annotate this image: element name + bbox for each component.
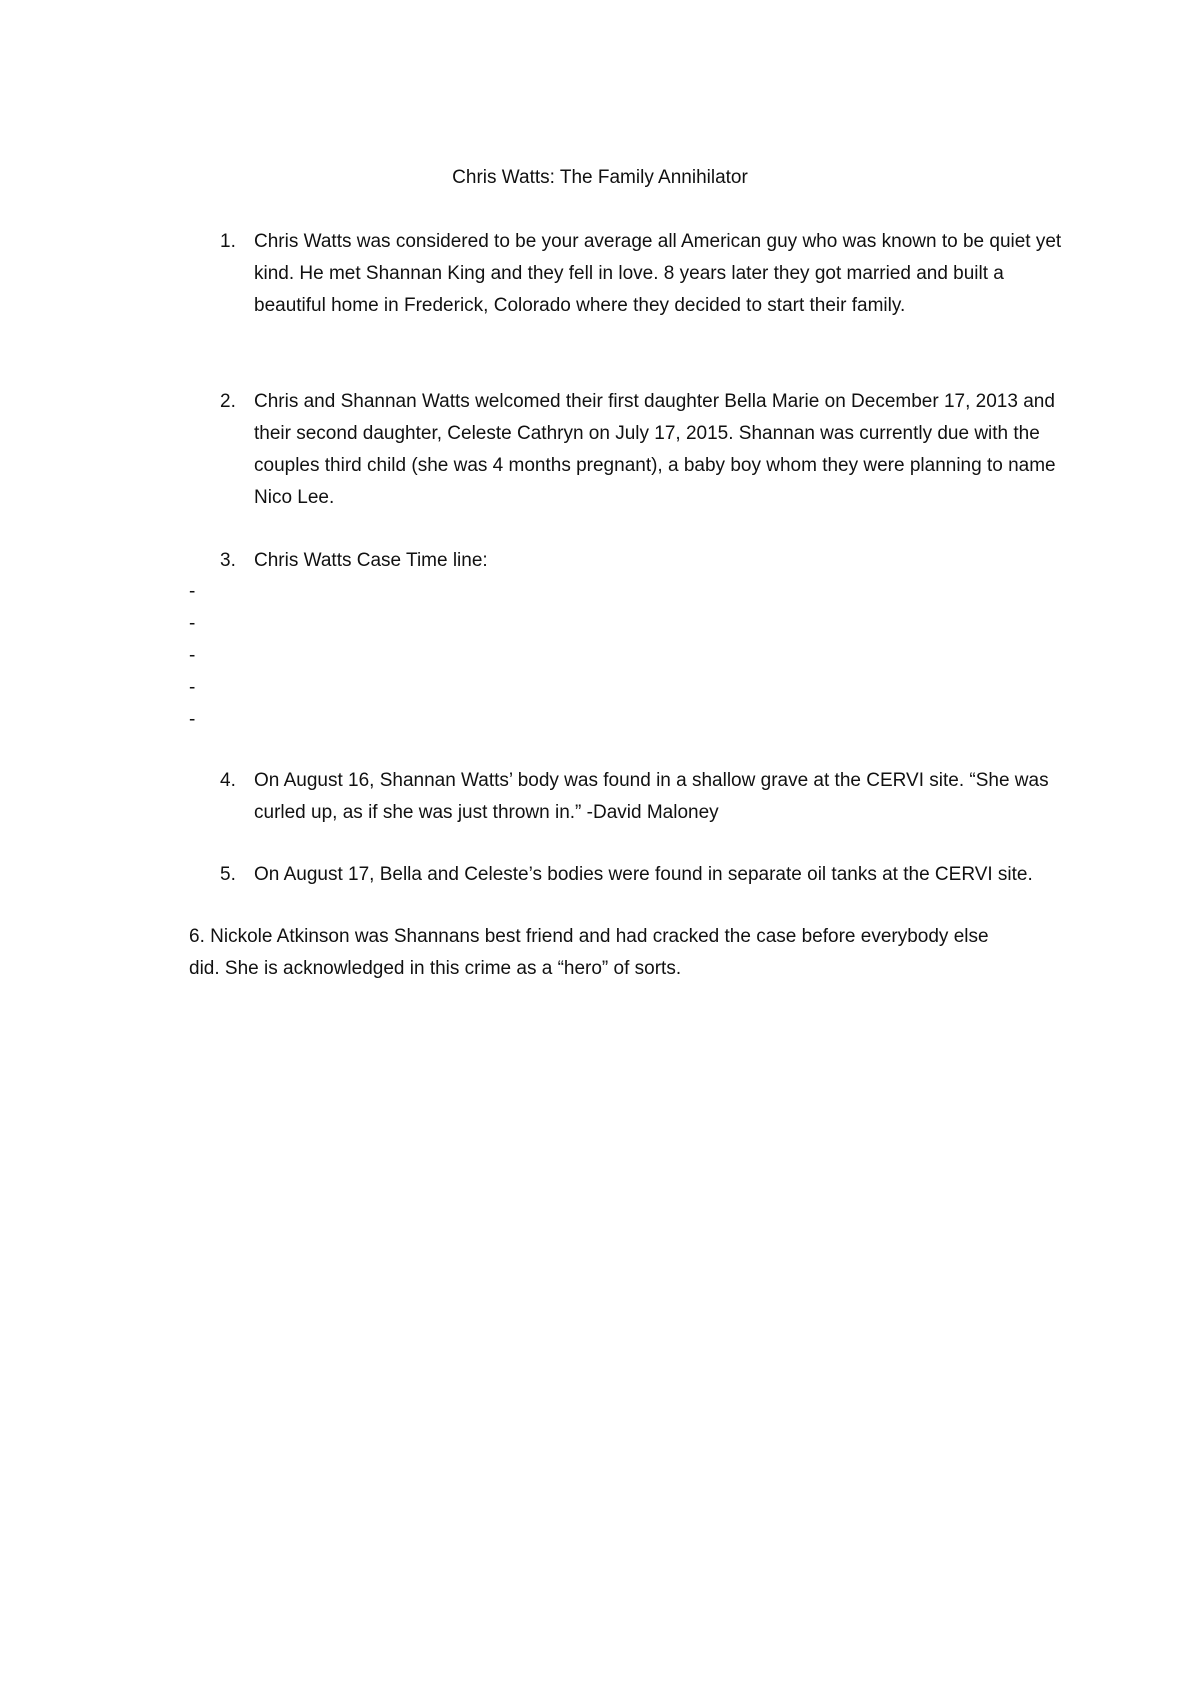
list-item-5: [220, 859, 1074, 891]
item-text: Chris Watts was considered to be your average all American guy who was known to be quiet yet kind. He met Shannan King and they fell in love. 8 years later they got married and built a beautiful home in Frederick, Colorado where they decided to start their family.: [254, 231, 1062, 316]
document-title: Chris Watts: The Family Annihilator: [452, 167, 748, 188]
timeline-bullet: -: [189, 613, 196, 634]
item-text: Nickole Atkinson was Shannans best friend and had cracked the case before everybody else did. She is acknowledged in this crime as a “hero” of sorts.: [189, 926, 989, 979]
item-number: 4.: [220, 770, 236, 791]
item-number: 5.: [220, 864, 236, 885]
item-text: Chris Watts Case Time line:: [254, 550, 488, 571]
list-item-4: [220, 765, 1074, 829]
item-number: 2.: [220, 391, 236, 412]
item-number: 3.: [220, 550, 236, 571]
timeline-bullet: -: [189, 645, 196, 666]
list-item-1: [220, 226, 1074, 322]
item-text: Chris and Shannan Watts welcomed their first daughter Bella Marie on December 17, 2013 and their second daughter, Celeste Cathryn on July 17, 2015. Shannan was currently due with the couples third child (she was 4 months pregnant), a baby boy whom they were planning to name Nico Lee.: [254, 391, 1056, 508]
timeline-bullet: -: [189, 677, 196, 698]
timeline-bullet: -: [189, 581, 196, 602]
item-number: 6.: [189, 926, 205, 947]
list-item-3: [220, 545, 1074, 577]
item-number: 1.: [220, 231, 236, 252]
item-text: On August 17, Bella and Celeste’s bodies were found in separate oil tanks at the CERVI site.: [254, 864, 1033, 885]
timeline-bullet: -: [189, 709, 196, 730]
item-text: On August 16, Shannan Watts’ body was found in a shallow grave at the CERVI site. “She was curled up, as if she was just thrown in.” -David Maloney: [254, 770, 1049, 823]
list-item-6: [189, 921, 1009, 985]
list-item-2: [220, 386, 1074, 514]
